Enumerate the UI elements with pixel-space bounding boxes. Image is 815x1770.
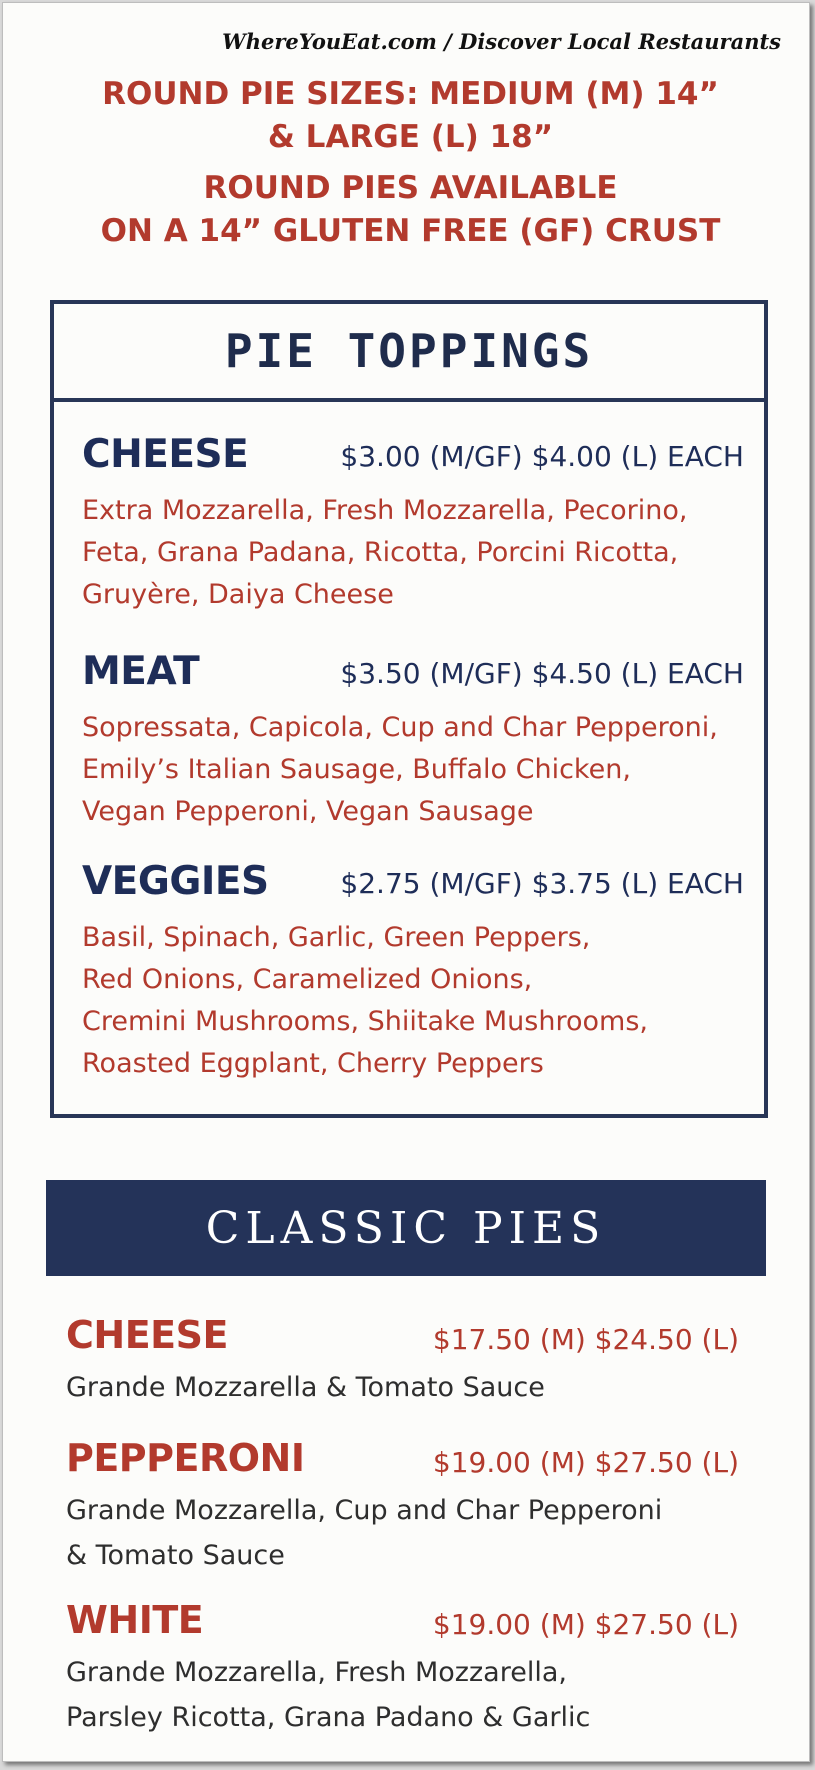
topping-items [82, 707, 744, 833]
pie-description [66, 1650, 739, 1740]
topping-items-line: Red Onions, Caramelized Onions, [82, 964, 533, 995]
topping-items-line: Gruyère, Daiya Cheese [82, 579, 394, 610]
pie-price: $19.00 (M) $27.50 (L) [432, 1608, 739, 1641]
gluten-free-note [3, 167, 815, 253]
classic-pie-pepperoni [66, 1436, 739, 1578]
pie-name: PEPPERONI [66, 1436, 305, 1480]
pie-description [66, 1488, 739, 1578]
topping-items [82, 917, 744, 1085]
topping-section-price: $3.50 (M/GF) $4.50 (L) EACH [340, 657, 744, 690]
topping-items-line: Sopressata, Capicola, Cup and Char Pepperoni, [82, 712, 718, 743]
topping-items-line: Cremini Mushrooms, Shiitake Mushrooms, [82, 1006, 648, 1037]
pie-description-line: Grande Mozzarella, Fresh Mozzarella, [66, 1657, 567, 1688]
watermark: WhereYouEat.com / Discover Local Restaurants [222, 29, 781, 54]
pie-price: $19.00 (M) $27.50 (L) [432, 1446, 739, 1479]
topping-items-line: Roasted Eggplant, Cherry Peppers [82, 1048, 544, 1079]
topping-section-price: $2.75 (M/GF) $3.75 (L) EACH [340, 867, 744, 900]
pie-description-line: Grande Mozzarella, Cup and Char Pepperoni [66, 1495, 663, 1526]
pie-description-line: Grande Mozzarella & Tomato Sauce [66, 1372, 545, 1403]
topping-items-line: Vegan Pepperoni, Vegan Sausage [82, 796, 534, 827]
topping-section-name: MEAT [82, 649, 200, 694]
topping-items-line: Feta, Grana Padana, Ricotta, Porcini Ricotta, [82, 537, 679, 568]
pie-description-line: & Tomato Sauce [66, 1540, 285, 1571]
topping-items-line: Basil, Spinach, Garlic, Green Peppers, [82, 922, 591, 953]
topping-items-line: Extra Mozzarella, Fresh Mozzarella, Pecorino, [82, 495, 688, 526]
topping-section-veggies [82, 859, 744, 1085]
pie-price: $17.50 (M) $24.50 (L) [432, 1323, 739, 1356]
pie-toppings-title: PIE TOPPINGS [54, 304, 764, 402]
pie-name: WHITE [66, 1598, 204, 1642]
pie-sizes-line-1: ROUND PIE SIZES: MEDIUM (M) 14” [102, 76, 719, 112]
topping-items [82, 490, 744, 616]
pie-description-line: Parsley Ricotta, Grana Padano & Garlic [66, 1702, 591, 1733]
gluten-free-line-2: ON A 14” GLUTEN FREE (GF) CRUST [100, 213, 721, 249]
gluten-free-line-1: ROUND PIES AVAILABLE [203, 170, 618, 206]
pie-toppings-box [50, 300, 768, 1118]
topping-section-name: VEGGIES [82, 859, 269, 904]
topping-section-cheese [82, 432, 744, 616]
pie-sizes-line-2: & LARGE (L) 18” [267, 119, 554, 155]
topping-section-price: $3.00 (M/GF) $4.00 (L) EACH [340, 440, 744, 473]
pie-description [66, 1365, 739, 1410]
classic-pies-title: CLASSIC PIES [46, 1180, 766, 1276]
topping-section-meat [82, 649, 744, 833]
topping-items-line: Emily’s Italian Sausage, Buffalo Chicken, [82, 754, 631, 785]
pie-sizes-note [3, 73, 815, 159]
pie-name: CHEESE [66, 1313, 228, 1357]
classic-pie-white [66, 1598, 739, 1740]
topping-section-name: CHEESE [82, 432, 249, 477]
classic-pie-cheese [66, 1313, 739, 1410]
menu-page [2, 2, 810, 1762]
